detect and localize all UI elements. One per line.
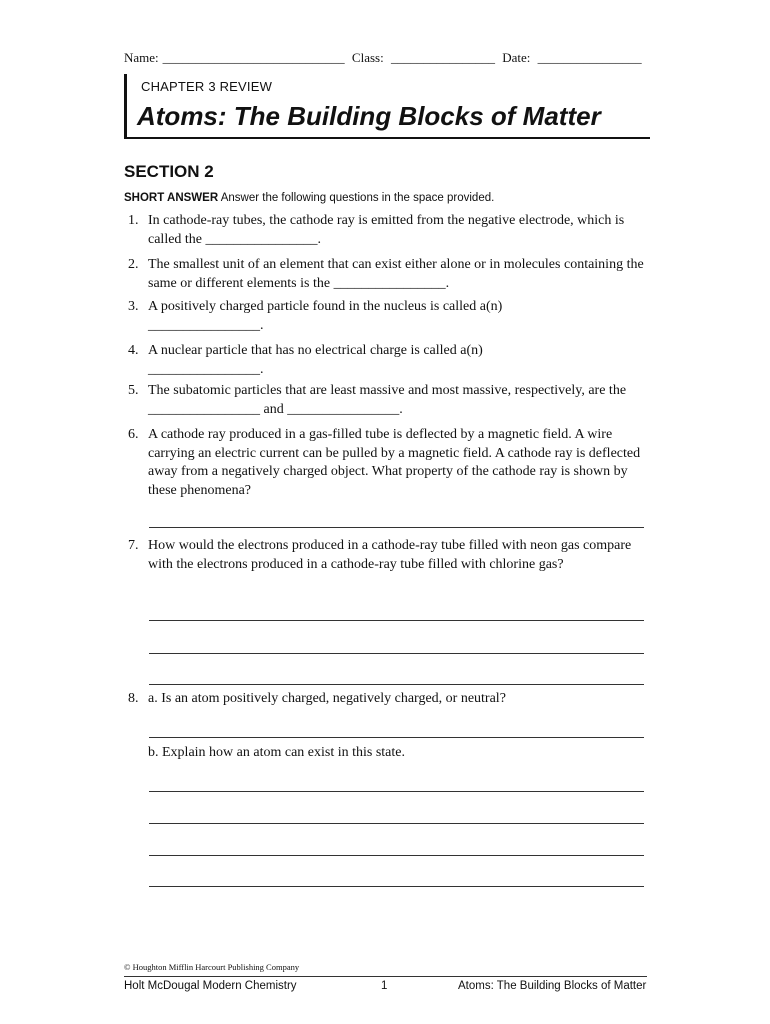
date-field[interactable]: ________________ <box>537 50 642 65</box>
footer-book-title: Holt McDougal Modern Chemistry <box>124 980 297 992</box>
date-label: Date: <box>502 50 531 65</box>
chapter-label: CHAPTER 3 REVIEW <box>141 79 273 94</box>
copyright-notice: © Houghton Mifflin Harcourt Publishing Company <box>124 962 300 972</box>
question-text: How would the electrons produced in a cathode-ray tube filled with neon gas compare with the electrons produced in a cathode-ray tube filled with chlorine gas? <box>148 538 632 572</box>
question-number: 8. <box>128 691 139 706</box>
question-number: 2. <box>128 257 139 272</box>
question-text: A nuclear particle that has no electrical charge is called a(n) ________________. <box>148 343 483 377</box>
question-7 <box>128 537 648 574</box>
section-title: SECTION 2 <box>124 162 214 181</box>
name-label: Name: <box>124 50 159 65</box>
answer-line-7b[interactable] <box>149 653 644 654</box>
instructions-text: Answer the following questions in the space provided. <box>218 192 495 204</box>
question-number: 5. <box>128 383 139 398</box>
name-field[interactable]: ____________________________ <box>162 50 345 65</box>
question-8a <box>128 690 648 709</box>
answer-line-8b-1[interactable] <box>149 791 644 792</box>
answer-line-8a[interactable] <box>149 737 644 738</box>
page-number: 1 <box>381 980 388 992</box>
question-6 <box>128 426 648 500</box>
footer-divider <box>124 976 647 977</box>
question-3 <box>128 298 648 335</box>
question-8b <box>128 744 648 763</box>
question-number: 1. <box>128 213 139 228</box>
footer-chapter-title: Atoms: The Building Blocks of Matter <box>458 980 647 992</box>
answer-line-8b-4[interactable] <box>149 886 644 887</box>
chapter-heading-box <box>124 74 650 139</box>
class-field[interactable]: ________________ <box>390 50 495 65</box>
answer-line-6[interactable] <box>149 527 644 528</box>
question-text: In cathode-ray tubes, the cathode ray is emitted from the negative electrode, which is called the ________________. <box>148 213 625 247</box>
question-text: The subatomic particles that are least massive and most massive, respectively, are the ________________ and ________________. <box>148 383 627 417</box>
question-number: 4. <box>128 343 139 358</box>
chapter-title: Atoms: The Building Blocks of Matter <box>137 101 601 131</box>
question-text: b. Explain how an atom can exist in this state. <box>148 745 406 760</box>
answer-line-8b-2[interactable] <box>149 823 644 824</box>
student-info-header <box>124 50 644 66</box>
question-number: 3. <box>128 299 139 314</box>
question-text: a. Is an atom positively charged, negatively charged, or neutral? <box>148 691 506 706</box>
question-text: A cathode ray produced in a gas-filled tube is deflected by a magnetic field. A wire carrying an electric current can be pulled by a magnetic field. A cathode ray is deflected away from a negatively charged object. What property of the cathode ray is shown by these phenomena? <box>148 427 641 498</box>
question-text: The smallest unit of an element that can exist either alone or in molecules containing the same or different elements is the ________________. <box>148 257 644 291</box>
answer-line-7a[interactable] <box>149 620 644 621</box>
class-label: Class: <box>351 50 384 65</box>
question-number: 7. <box>128 538 139 553</box>
question-4 <box>128 342 648 379</box>
question-2 <box>128 256 648 293</box>
answer-line-8b-3[interactable] <box>149 855 644 856</box>
answer-line-7c[interactable] <box>149 684 644 685</box>
question-5 <box>128 382 648 419</box>
instructions <box>124 192 654 204</box>
question-1 <box>128 212 648 249</box>
question-number: 6. <box>128 427 139 442</box>
instructions-type: SHORT ANSWER <box>124 192 219 204</box>
question-text: A positively charged particle found in the nucleus is called a(n) ________________. <box>148 299 503 333</box>
